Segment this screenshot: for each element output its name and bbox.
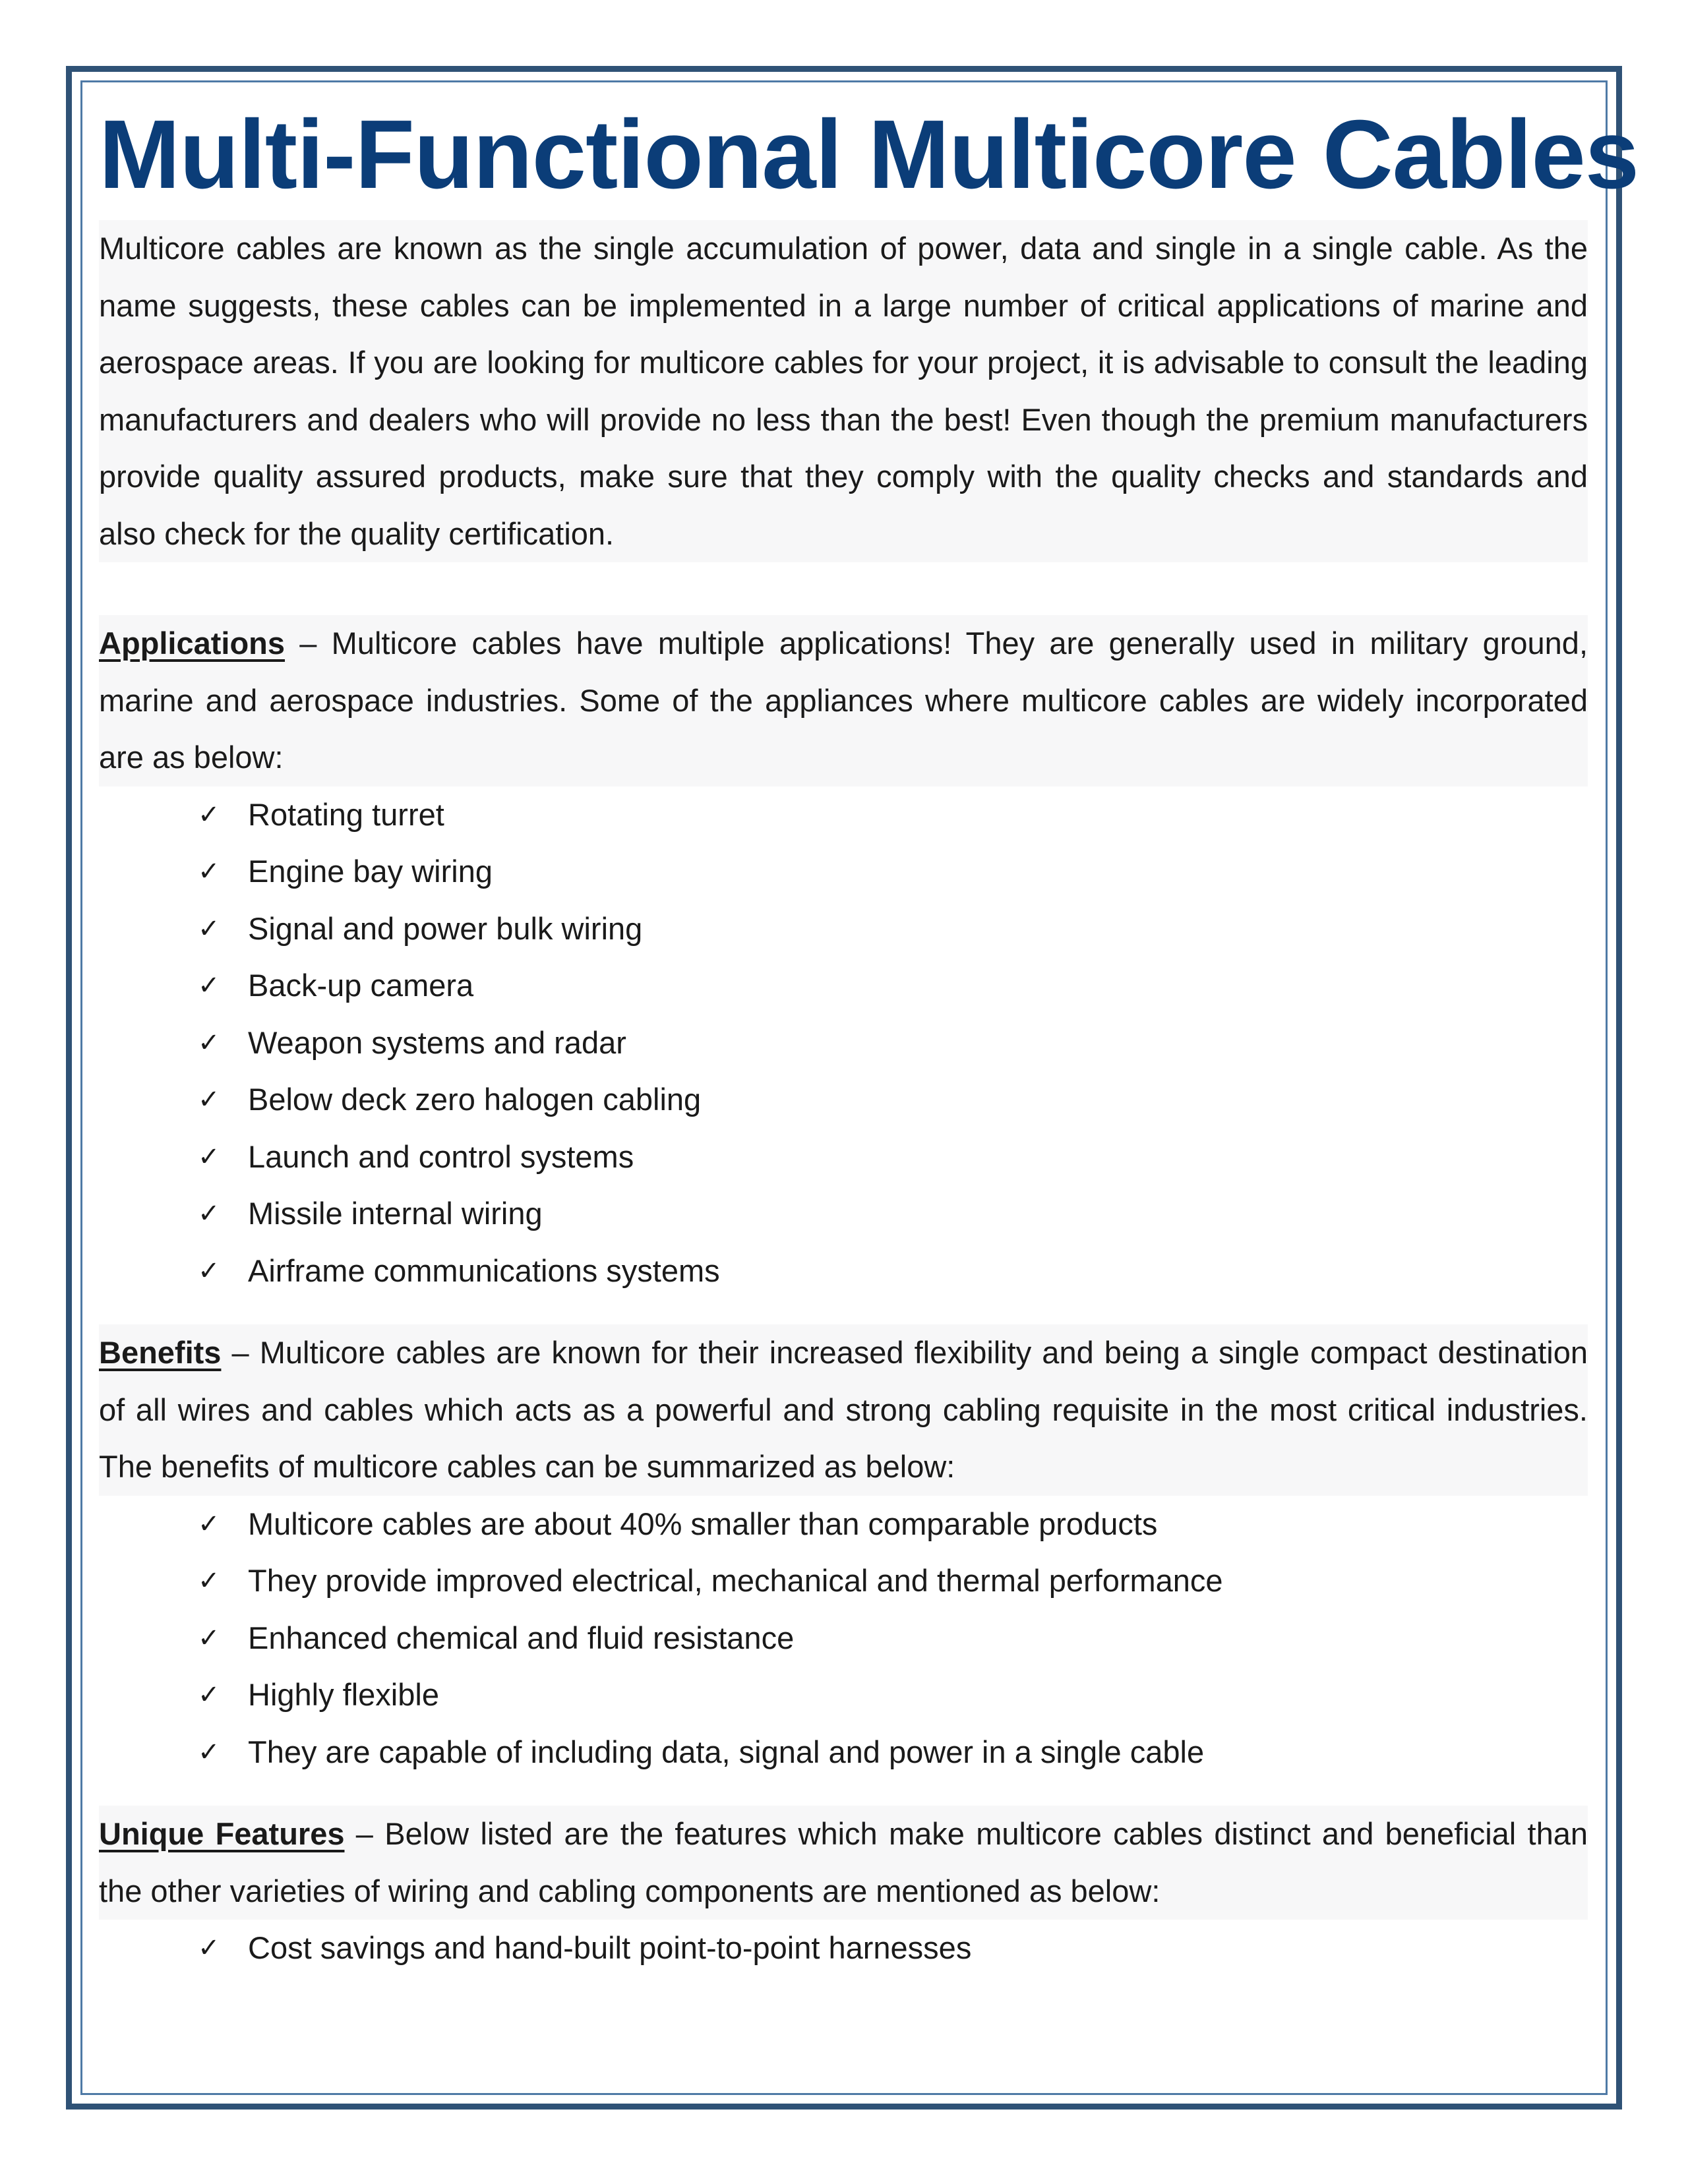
checkmark-icon: ✓ bbox=[198, 1141, 220, 1172]
list-item bbox=[99, 957, 1588, 1015]
section-heading: Applications bbox=[99, 626, 286, 661]
checklist bbox=[99, 1496, 1588, 1781]
list-item-text: Engine bay wiring bbox=[248, 854, 493, 889]
list-item-text: Launch and control systems bbox=[248, 1138, 634, 1174]
section-text: – Below listed are the features which make multicore cables distinct and beneficial than the other varieties of wiring and cabling components are mentioned as below: bbox=[99, 1816, 1588, 1908]
checkmark-icon: ✓ bbox=[198, 856, 220, 887]
checklist bbox=[99, 786, 1588, 1300]
list-item-text: Highly flexible bbox=[248, 1677, 439, 1712]
checkmark-icon: ✓ bbox=[198, 1027, 220, 1058]
list-item-text: Back-up camera bbox=[248, 968, 474, 1003]
page-title: Multi-Functional Multicore Cables bbox=[99, 100, 1639, 209]
list-item-text: Weapon systems and radar bbox=[248, 1024, 626, 1060]
list-item bbox=[99, 1667, 1588, 1724]
list-item bbox=[99, 1243, 1588, 1300]
checkmark-icon: ✓ bbox=[198, 970, 220, 1001]
checkmark-icon: ✓ bbox=[198, 1508, 220, 1539]
checkmark-icon: ✓ bbox=[198, 1084, 220, 1115]
section-unique-features bbox=[99, 1806, 1588, 1977]
checkmark-icon: ✓ bbox=[198, 1736, 220, 1767]
list-item bbox=[99, 1185, 1588, 1243]
list-item-text: Cost savings and hand-built point-to-point harnesses bbox=[248, 1930, 972, 1965]
checkmark-icon: ✓ bbox=[198, 799, 220, 830]
section-heading: Benefits bbox=[99, 1335, 222, 1370]
list-item-text: Signal and power bulk wiring bbox=[248, 910, 643, 946]
list-item bbox=[99, 1724, 1588, 1781]
section-text: – Multicore cables are known for their increased flexibility and being a single compact destination of all wires and cables which acts as a powerful and strong cabling requisite in the most critical industries. The benefits of multicore cables can be summarized as below: bbox=[99, 1335, 1588, 1484]
checkmark-icon: ✓ bbox=[198, 1198, 220, 1229]
section-paragraph bbox=[99, 615, 1588, 786]
list-item bbox=[99, 843, 1588, 900]
list-item bbox=[99, 1552, 1588, 1610]
list-item bbox=[99, 1129, 1588, 1186]
list-item bbox=[99, 1015, 1588, 1072]
checkmark-icon: ✓ bbox=[198, 913, 220, 944]
list-item-text: Airframe communications systems bbox=[248, 1253, 720, 1288]
list-item bbox=[99, 786, 1588, 844]
document-content bbox=[99, 92, 1639, 1977]
checkmark-icon: ✓ bbox=[198, 1680, 220, 1710]
list-item bbox=[99, 900, 1588, 958]
list-item-text: Below deck zero halogen cabling bbox=[248, 1082, 702, 1117]
list-item-text: Enhanced chemical and fluid resistance bbox=[248, 1620, 795, 1655]
list-item-text: They are capable of including data, signal and power in a single cable bbox=[248, 1734, 1205, 1769]
section-paragraph bbox=[99, 1806, 1588, 1920]
checkmark-icon: ✓ bbox=[198, 1255, 220, 1286]
section-applications bbox=[99, 615, 1588, 1299]
section-text: – Multicore cables have multiple applications! They are generally used in military ground, marine and aerospace industries. Some of the appliances where multicore cables are widely incorporated are as below: bbox=[99, 626, 1588, 775]
list-item-text: They provide improved electrical, mechanical and thermal performance bbox=[248, 1563, 1223, 1598]
list-item bbox=[99, 1071, 1588, 1129]
checklist bbox=[99, 1920, 1588, 1977]
checkmark-icon: ✓ bbox=[198, 1566, 220, 1596]
checkmark-icon: ✓ bbox=[198, 1933, 220, 1963]
checkmark-icon: ✓ bbox=[198, 1622, 220, 1653]
list-item-text: Multicore cables are about 40% smaller than comparable products bbox=[248, 1506, 1158, 1541]
list-item bbox=[99, 1920, 1588, 1977]
section-benefits bbox=[99, 1324, 1588, 1781]
list-item bbox=[99, 1496, 1588, 1553]
intro-paragraph: Multicore cables are known as the single accumulation of power, data and single in a single cable. As the name suggests, these cables can be implemented in a large number of critical applications of marine and aerospace areas. If you are looking for multicore cables for your project, it is advisable to consult the leading manufacturers and dealers who will provide no less than the best! Even though the premium manufacturers provide quality assured products, make sure that they comply with the quality checks and standards and also check for the quality certification. bbox=[99, 220, 1588, 562]
section-heading: Unique Features bbox=[99, 1816, 345, 1851]
section-paragraph bbox=[99, 1324, 1588, 1496]
list-item-text: Rotating turret bbox=[248, 796, 444, 832]
list-item bbox=[99, 1610, 1588, 1667]
list-item-text: Missile internal wiring bbox=[248, 1196, 543, 1231]
